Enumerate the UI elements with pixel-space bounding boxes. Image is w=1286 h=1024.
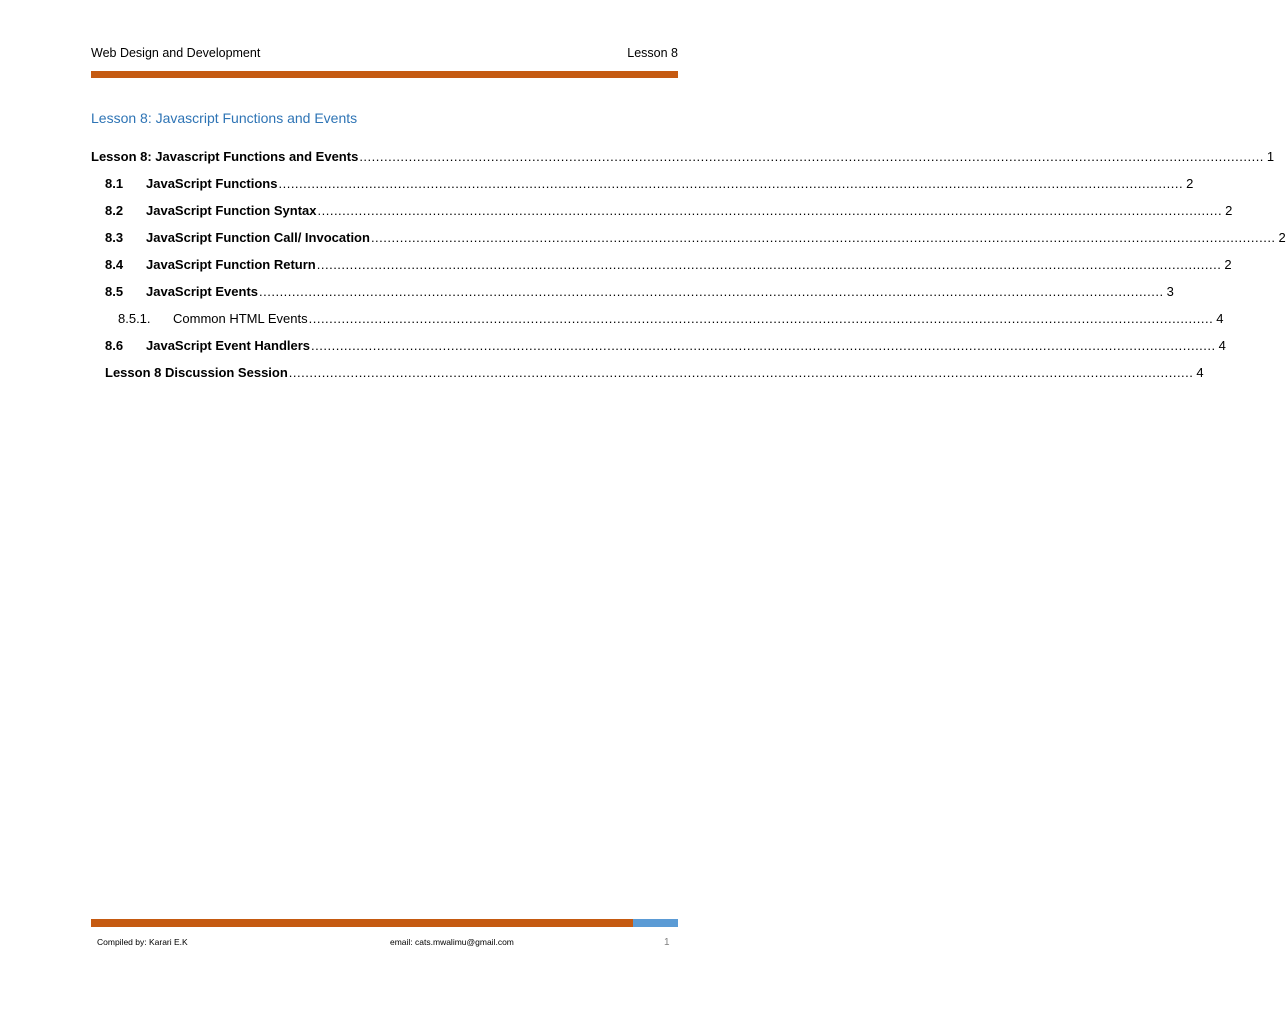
toc-entry-page: 4 [1216, 311, 1224, 326]
toc-entry-number: 8.3 [105, 230, 124, 245]
toc-entry-title: JavaScript Functions [146, 176, 278, 191]
footer-compiled-by: Compiled by: Karari E.K [97, 937, 188, 947]
toc-entry[interactable] [91, 257, 1232, 284]
toc-entry-page: 3 [1166, 284, 1174, 299]
toc-entry[interactable] [91, 284, 1174, 311]
toc-entry-number: 8.1 [105, 176, 124, 191]
toc-entry-page: 2 [1278, 230, 1286, 245]
table-of-contents [91, 149, 1286, 392]
toc-entry[interactable] [91, 365, 1204, 392]
toc-dot-leader: ............................................................................................................................................................................................................................ [316, 257, 1222, 272]
toc-entry-number: 8.5 [105, 284, 124, 299]
header-title: Web Design and Development [91, 46, 261, 60]
toc-entry-number: 8.4 [105, 257, 124, 272]
toc-entry-page: 4 [1196, 365, 1204, 380]
toc-dot-leader: ............................................................................................................................................................................................................................ [370, 230, 1276, 245]
toc-dot-leader: ............................................................................................................................................................................................................................ [308, 311, 1214, 326]
toc-dot-leader: ............................................................................................................................................................................................................................ [311, 338, 1216, 353]
toc-entry-title: JavaScript Function Call/ Invocation [146, 230, 370, 245]
toc-entry-title: JavaScript Event Handlers [146, 338, 311, 353]
toc-entry-page: 2 [1186, 176, 1194, 191]
toc-entry-number: 8.6 [105, 338, 124, 353]
toc-entry[interactable] [91, 338, 1226, 365]
toc-entry-title: JavaScript Events [146, 284, 259, 299]
page-header [91, 46, 678, 60]
toc-dot-leader: ............................................................................................................................................................................................................................ [317, 203, 1223, 218]
toc-dot-leader: ............................................................................................................................................................................................................................ [288, 365, 1194, 380]
toc-entry-title: JavaScript Function Return [146, 257, 316, 272]
toc-entry-page: 4 [1218, 338, 1226, 353]
footer-email: email: cats.mwalimu@gmail.com [390, 937, 514, 947]
toc-entry[interactable] [91, 203, 1233, 230]
toc-entry-title: JavaScript Function Syntax [146, 203, 317, 218]
toc-heading: Lesson 8: Javascript Functions and Events [91, 110, 358, 126]
toc-entry[interactable] [91, 149, 1275, 176]
footer-rule-accent [633, 919, 678, 927]
toc-entry-title: Common HTML Events [173, 311, 308, 326]
toc-dot-leader: ............................................................................................................................................................................................................................ [359, 149, 1264, 164]
toc-entry-page: 1 [1266, 149, 1275, 164]
toc-entry[interactable] [91, 176, 1194, 203]
toc-entry-number: 8.2 [105, 203, 124, 218]
header-rule [91, 71, 678, 78]
toc-entry-number: 8.5.1. [118, 311, 151, 326]
toc-entry-title: Lesson 8: Javascript Functions and Events [91, 149, 359, 164]
toc-entry-page: 2 [1225, 203, 1233, 218]
toc-entry-page: 2 [1224, 257, 1232, 272]
toc-dot-leader: ............................................................................................................................................................................................................................ [278, 176, 1184, 191]
toc-entry[interactable] [91, 311, 1224, 338]
toc-entry[interactable] [91, 230, 1286, 257]
footer-rule [91, 919, 633, 927]
toc-dot-leader: ............................................................................................................................................................................................................................ [259, 284, 1164, 299]
header-lesson: Lesson 8 [627, 46, 678, 60]
footer-page-number: 1 [664, 937, 670, 948]
toc-entry-title: Lesson 8 Discussion Session [105, 365, 288, 380]
